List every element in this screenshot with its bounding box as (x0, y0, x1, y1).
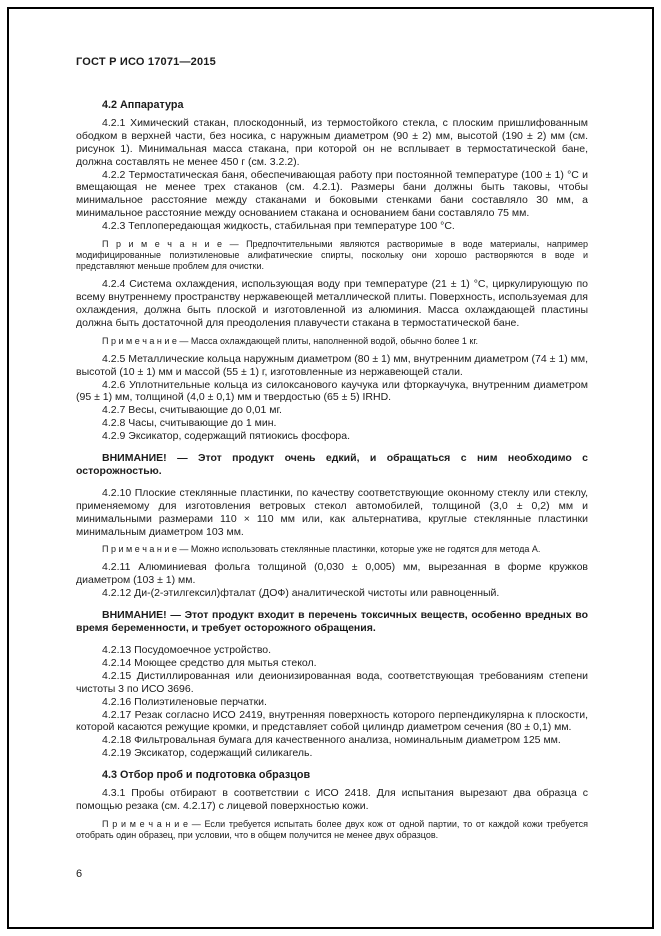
paragraph: 4.2.14 Моющее средство для мытья стекол. (102, 656, 317, 669)
paragraph: 4.3.1 Пробы отбирают в соответствии с ИСО 2418. Для испытания вырезают два образца с помощью резака (см. 4.2.17) с лицевой поверхностью кожи. (76, 787, 588, 812)
warning-paragraph: ВНИМАНИЕ! — Этот продукт входит в перечень токсичных веществ, особенно вредных во время беременности, и требует осторожного обращения. (76, 609, 588, 635)
page-number: 6 (76, 868, 83, 880)
paragraph: 4.2.9 Эксикатор, содержащий пятиокись фосфора. (102, 430, 351, 443)
paragraph: 4.2.13 Посудомоечное устройство. (102, 644, 272, 656)
warning-paragraph: ВНИМАНИЕ! — Этот продукт очень едкий, и обращаться с ним необходимо с осторожностью. (76, 452, 588, 477)
paragraph: 4.2.2 Термостатическая баня, обеспечивающая работу при постоянной температуре (100 ± 1) °C и вмещающая не менее трех стаканов (см. 4.2.1). Размеры бани должны быть таковы, чтобы минимальное расстояние между стаканами и боковыми стенками бани составляло 30 мм, а минимальное расстояние между основанием стакана и основанием бани составляло 75 мм. (76, 168, 588, 220)
paragraph: 4.2.5 Металлические кольца наружным диаметром (80 ± 1) мм, внутренним диаметром (74 ± 1) мм, высотой (10 ± 1) мм и массой (55 ± 1) г, изготовленные из нержавеющей стали. (76, 352, 588, 378)
note-paragraph: П р и м е ч а н и е — Можно использовать стеклянные пластинки, которые уже не годятся для метода А. (102, 544, 541, 555)
paragraph: 4.2.12 Ди-(2-этилгексил)фталат (ДОФ) аналитической чистоты или равноценный. (102, 587, 500, 600)
paragraph: 4.2.15 Дистиллированная или деионизированная вода, соответствующая требованиям степени чистоты 3 по ИСО 3696. (76, 669, 588, 695)
document-header: ГОСТ Р ИСО 17071—2015 (76, 56, 216, 68)
section-heading: 4.2 Аппаратура (102, 99, 184, 111)
note-paragraph: П р и м е ч а н и е — Если требуется испытать более двух кож от одной партии, то от каждой кожи требуется отобрать один образец, при условии, что в общем получится не менее двух образцов. (76, 818, 588, 840)
paragraph: 4.2.19 Эксикатор, содержащий силикагель. (102, 747, 313, 760)
paragraph: 4.2.18 Фильтровальная бумага для качественного анализа, номинальным диаметром 125 мм. (102, 734, 561, 747)
paragraph: 4.2.17 Резак согласно ИСО 2419, внутренняя поверхность которого перпендикулярна к плоскости, которой касаются режущие кромки, и представляет собой цилиндр диаметром сечения (80 ± 0,1) мм. (76, 708, 588, 734)
paragraph: 4.2.3 Теплопередающая жидкость, стабильная при температуре 100 °C. (102, 220, 455, 233)
paragraph: 4.2.4 Система охлаждения, использующая воду при температуре (21 ± 1) °C, циркулирующую по всему внутреннему пространству нержавеющей металлической плиты. Поверхность, используемая для охлаждения, должна быть плоской и изготовленной из алюминия. Масса охлаждающей пластины должна быть достаточной для преодоления плавучести стакана в термостатической бане. (76, 278, 588, 329)
paragraph: 4.2.1 Химический стакан, плоскодонный, из термостойкого стекла, с плоским пришлифованным ободком в верхней части, без носика, с наружным диаметром (90 ± 2) мм, высотой (190 ± 2) мм (см. рисунок 1). Минимальная масса стакана, при которой он не всплывает в термостатической бане, должна составлять не менее 450 г (см. 3.2.2). (76, 116, 588, 168)
paragraph: 4.2.7 Весы, считывающие до 0,01 мг. (102, 404, 282, 417)
paragraph: 4.2.11 Алюминиевая фольга толщиной (0,030 ± 0,005) мм, вырезанная в форме кружков диаметром (103 ± 1) мм. (76, 561, 588, 587)
note-paragraph: П р и м е ч а н и е — Масса охлаждающей плиты, наполненной водой, обычно более 1 кг. (102, 335, 479, 346)
paragraph: 4.2.16 Полиэтиленовые перчатки. (102, 695, 267, 708)
note-paragraph: П р и м е ч а н и е — Предпочтительными являются растворимые в воде материалы, например модифицированные полиэтиленовые алифатические спирты, поскольку они хорошо растворяются в воде и представляют меньше проблем для очистки. (76, 239, 588, 272)
section-heading: 4.3 Отбор проб и подготовка образцов (102, 769, 311, 782)
paragraph: 4.2.10 Плоские стеклянные пластинки, по качеству соответствующие оконному стеклу или стеклу, применяемому для изготовления ветровых стекол автомобилей, толщиной (3,0 ± 0,2) мм и минимальными размерами 110 × 110 мм или, как альтернатива, круглые стеклянные пластинки минимальным диаметром 103 мм. (76, 486, 588, 538)
paragraph: 4.2.8 Часы, считывающие до 1 мин. (102, 417, 277, 430)
paragraph: 4.2.6 Уплотнительные кольца из силоксанового каучука или фторкаучука, внутренним диаметром (95 ± 1) мм, толщиной (4,0 ± 0,1) мм и твердостью (65 ± 5) IRHD. (76, 378, 588, 404)
document-body (76, 90, 588, 847)
